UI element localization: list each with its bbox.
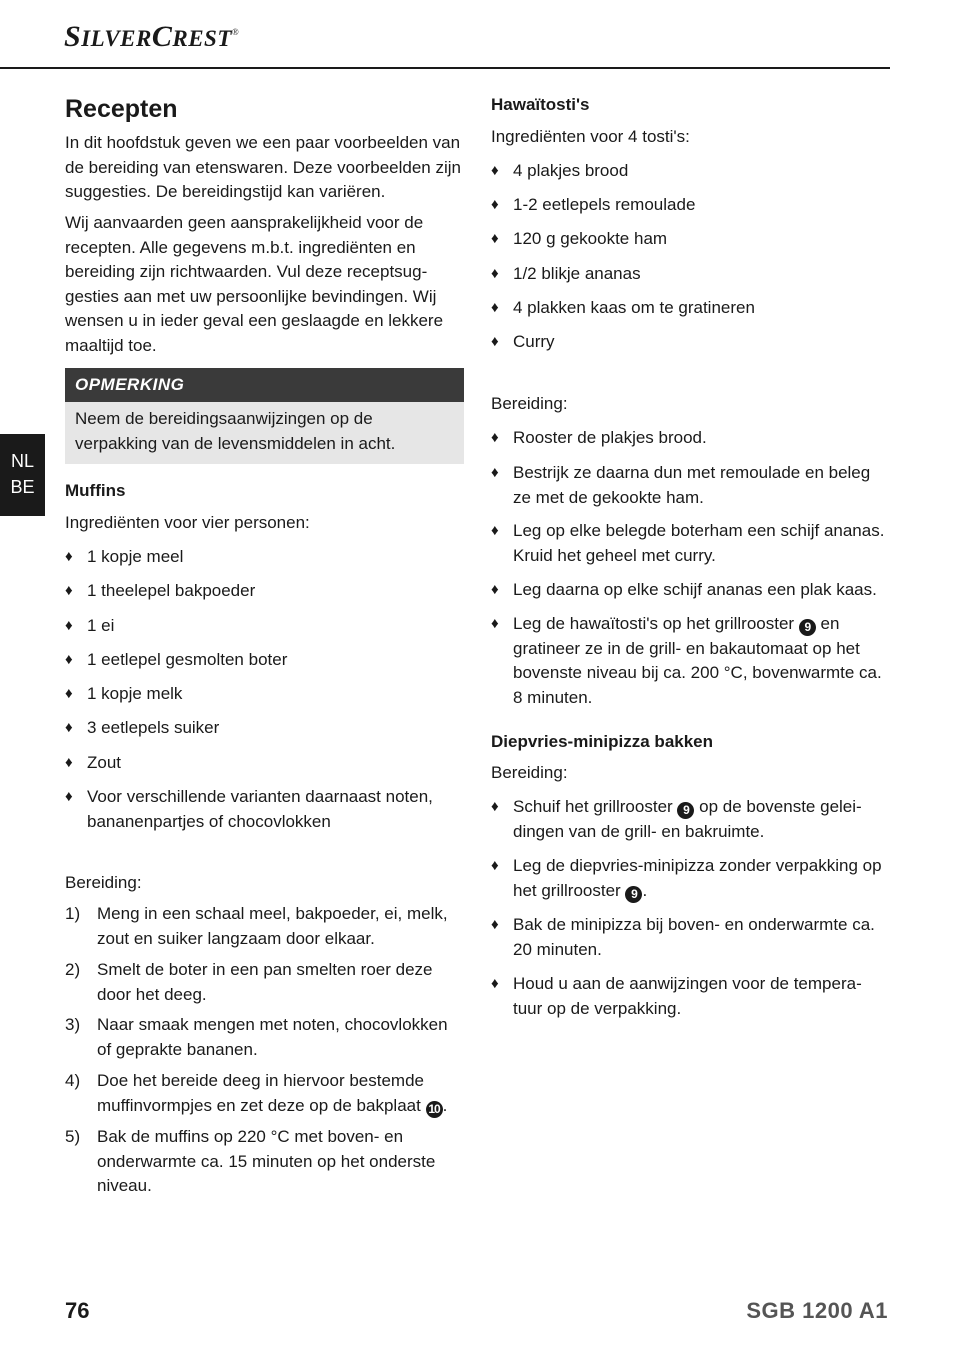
list-item: ♦ Leg daarna op elke schijf ananas een plak kaas. [491,578,891,603]
hawaii-bereiding-label: Bereiding: [491,394,568,413]
note-text: Neem de bereidingsaanwijzingen op de verpakking van de levensmiddelen in acht. [65,402,464,464]
bullet-icon: ♦ [65,719,73,736]
bullet-icon: ♦ [491,162,499,179]
part-number-ref: 10 [426,1101,443,1118]
hawaii-heading: Hawaïtosti's [491,95,590,114]
bullet-icon: ♦ [491,265,499,282]
part-number-ref: 9 [625,886,642,903]
language-code-nl: NL [10,451,34,471]
note-box [65,368,464,464]
bullet-icon: ♦ [491,857,499,874]
model-number: SGB 1200 A1 [746,1298,888,1323]
brand-logo [64,20,239,54]
part-number-ref: 9 [677,802,694,819]
bullet-icon: ♦ [491,916,499,933]
pizza-heading: Diepvries-minipizza bakken [491,732,714,751]
muffins-bereiding-label: Bereiding: [65,873,142,892]
bullet-icon: ♦ [491,522,499,539]
bullet-icon: ♦ [491,196,499,213]
list-item: ♦ Leg de diepvries-minipizza zonder verpakking op het grillrooster 9 . [491,854,891,903]
step-item: 4) Doe het bereide deeg in hiervoor bestemde muffinvormpjes en zet deze op de bakplaat 10 . [65,1071,448,1116]
language-tab [0,434,45,516]
logo-letter: C [151,20,173,53]
bullet-icon: ♦ [491,581,499,598]
list-item: ♦ 1 eetlepel gesmolten boter [65,648,465,673]
list-item: ♦ 1-2 eetlepels remoulade [491,193,891,218]
bullet-icon: ♦ [65,548,73,565]
list-item: ♦ Bak de minipizza bij boven- en onderwarmte ca. 20 minuten. [491,913,891,962]
list-item: ♦ 4 plakjes brood [491,159,891,184]
logo-letters: REST [172,26,232,51]
list-item: ♦ 1 kopje meel [65,545,465,570]
list-item: ♦ Houd u aan de aanwijzingen voor de tempera-tuur op de verpakking. [491,972,891,1021]
list-item: ♦ Leg op elke belegde boterham een schijf ananas. Kruid het geheel met curry. [491,519,891,568]
list-item: ♦ 1/2 blikje ananas [491,262,891,287]
muffins-heading: Muffins [65,481,126,500]
list-item: ♦ Schuif het grillrooster 9 op de bovenste gelei-dingen van de grill- en bakruimte. [491,795,891,844]
bullet-icon: ♦ [65,788,73,805]
intro-paragraph-2: Wij aanvaarden geen aansprakelijkheid voor de recepten. Alle gegevens m.b.t. ingrediënten en bereiding zijn richtwaarden. Vul deze receptsug-gesties aan met uw persoonlijke bevindingen. Wij wensen u in ieder geval een geslaagde en lekkere maaltijd toe. [65,213,444,355]
list-item: ♦ 3 eetlepels suiker [65,716,465,741]
list-item: ♦ 120 g gekookte ham [491,227,891,252]
step-item: 2) Smelt de boter in een pan smelten roer deze door het deeg. [65,960,433,1004]
step-item: 3) Naar smaak mengen met noten, chocovlokken of geprakte bananen. [65,1015,448,1059]
pizza-bereiding-label: Bereiding: [491,763,568,782]
hawaii-ingredients-label: Ingrediënten voor 4 tosti's: [491,127,690,146]
header-divider [0,67,890,69]
bullet-icon: ♦ [65,617,73,634]
bullet-icon: ♦ [491,975,499,992]
bullet-icon: ♦ [491,429,499,446]
bullet-icon: ♦ [491,299,499,316]
step-item: 5) Bak de muffins op 220 °C met boven- en onderwarmte ca. 15 minuten op het onderste niveau. [65,1127,436,1195]
list-item: ♦ Bestrijk ze daarna dun met remoulade en beleg ze met de gekookte ham. [491,461,891,510]
list-item: ♦ Rooster de plakjes brood. [491,426,891,451]
bullet-icon: ♦ [491,798,499,815]
list-item: ♦ Zout [65,751,465,776]
note-title: OPMERKING [65,368,464,402]
bullet-icon: ♦ [491,615,499,632]
list-item: ♦ 1 kopje melk [65,682,465,707]
list-item: ♦ 1 ei [65,614,465,639]
language-code-be: BE [10,477,35,497]
registered-mark: ® [231,27,240,37]
part-number-ref: 9 [799,619,816,636]
bullet-icon: ♦ [491,464,499,481]
step-item: 1) Meng in een schaal meel, bakpoeder, ei, melk, zout en suiker langzaam door elkaar. [65,904,448,948]
list-item: ♦ Leg de hawaïtosti's op het grillrooster 9 en gratineer ze in de grill- en bakautomaat op het bovenste niveau bij ca. 200 °C, bovenwarmte ca. 8 minuten. [491,612,891,710]
bullet-icon: ♦ [491,230,499,247]
page-title: Recepten [65,95,178,123]
muffins-ingredients-label: Ingrediënten voor vier personen: [65,513,310,532]
bullet-icon: ♦ [65,754,73,771]
list-item: ♦ Voor verschillende varianten daarnaast noten, bananenpartjes of chocovlokken [65,785,465,834]
list-item: ♦ Curry [491,330,891,355]
logo-letters: ILVER [81,26,152,51]
bullet-icon: ♦ [65,582,73,599]
bullet-icon: ♦ [65,651,73,668]
intro-paragraph-1: In dit hoofdstuk geven we een paar voorbeelden van de bereiding van etenswaren. Deze voorbeelden zijn suggesties. De bereidingstijd kan variëren. [65,133,461,201]
bullet-icon: ♦ [491,333,499,350]
list-item: ♦ 1 theelepel bakpoeder [65,579,465,604]
logo-letter: S [64,20,82,53]
bullet-icon: ♦ [65,685,73,702]
list-item: ♦ 4 plakken kaas om te gratineren [491,296,891,321]
page-number: 76 [65,1298,90,1323]
